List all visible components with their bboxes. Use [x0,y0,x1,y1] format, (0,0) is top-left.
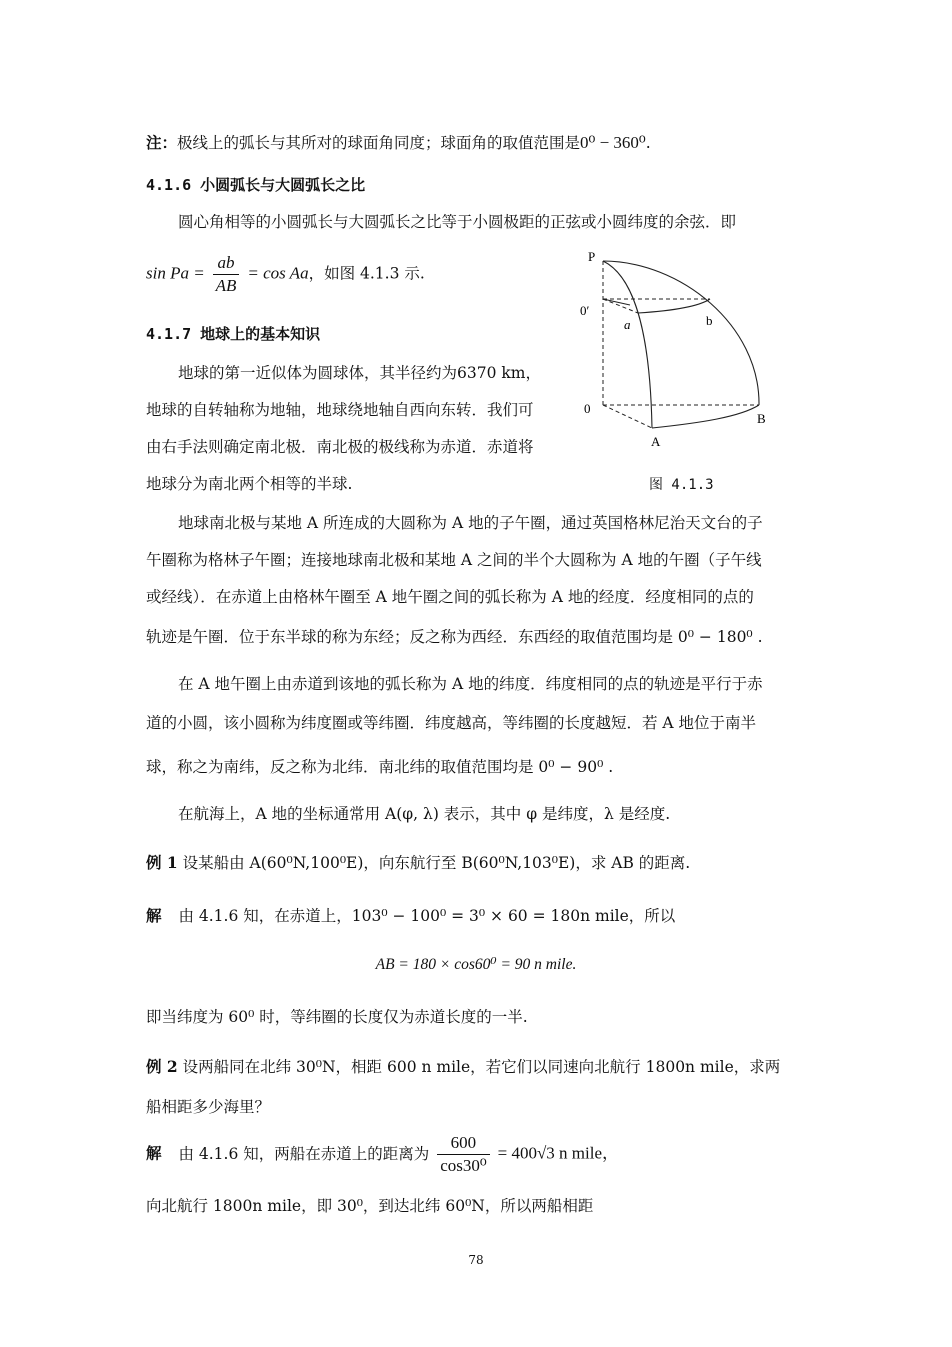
example2-solution-post: = 400√3 n mile， [497,1143,619,1163]
example2-fraction [437,1132,489,1177]
example1-equation: AB = 180 × cos60⁰ = 90 n mile. [375,956,577,973]
example2-line2: 船相距多少海里？ [146,1098,271,1116]
label-a: a [624,317,631,332]
para2-line4: 轨迹是午圈．位于东半球的称为东经；反之称为西经．东西经的取值范围均是 0⁰ − 180⁰ . [146,628,763,646]
example1-solution-label: 解 [146,906,162,925]
label-A: A [651,434,661,449]
formula-tail: ，如图 4.1.3 示. [308,264,425,283]
example2-solution-label: 解 [146,1143,162,1163]
formula-lhs: sin Pa = [146,263,205,283]
example2-solution-line [146,1132,619,1177]
example2-line1 [146,1056,780,1078]
example2-solution-pre: 由 4.1.6 知，两船在赤道上的距离为 [178,1144,430,1163]
para3-line1: 在 A 地午圈上由赤道到该地的弧长称为 A 地的纬度．纬度相同的点的轨迹是平行于赤 [178,675,763,693]
example2-last-line: 向北航行 1800n mile，即 30⁰，到达北纬 60⁰N，所以两船相距 [146,1197,594,1215]
para4-line1: 在航海上，A 地的坐标通常用 A(φ, λ) 表示，其中 φ 是纬度，λ 是经度. [178,805,671,823]
para2-line1: 地球南北极与某地 A 所连成的大圆称为 A 地的子午圈，通过英国格林尼治天文台的子 [178,514,763,532]
formula-line [146,252,425,297]
para3-line2: 道的小圆，该小圆称为纬度圈或等纬圈．纬度越高，等纬圈的长度越短．若 A 地位于南半 [146,714,757,732]
formula-fraction [213,252,240,297]
para3-line3: 球，称之为南纬，反之称为北纬．南北纬的取值范围均是 0⁰ − 90⁰ . [146,758,614,776]
para1-line3: 由右手法则确定南北极．南北极的极线称为赤道．赤道将 [146,438,534,456]
example2-numerator: 600 [437,1132,489,1155]
section-4-1-6-title: 4.1.6 小圆弧长与大圆弧长之比 [146,176,366,194]
note-label: 注： [146,133,178,152]
example1-conclusion: 即当纬度为 60⁰ 时，等纬圈的长度仅为赤道长度的一半. [146,1008,528,1026]
para1-line2: 地球的自转轴称为地轴，地球绕地轴自西向东转．我们可 [146,401,534,419]
label-B: B [757,411,766,426]
figure-caption: 图 4.1.3 [649,477,714,493]
note-text: 极线上的弧长与其所对的球面角同度；球面角的取值范围是 [177,134,581,152]
note-end: . [645,134,651,152]
figure-4-1-3 [570,245,785,500]
para1-line4: 地球分为南北两个相等的半球. [146,475,353,493]
label-O: 0 [584,401,591,416]
para2-line3: 或经线）．在赤道上由格林午圈至 A 地午圈之间的弧长称为 A 地的经度．经度相同的点的 [146,588,754,606]
example2-label: 例 2 [146,1057,178,1076]
label-b: b [706,313,713,328]
label-P: P [588,249,596,264]
label-O-prime: 0′ [580,303,590,318]
formula-rhs: = cos Aa [247,263,309,283]
example1-line [146,852,690,874]
note-line [146,132,651,154]
example1-solution-text: 由 4.1.6 知，在赤道上，103⁰ − 100⁰ = 3⁰ × 60 = 180n mile，所以 [178,907,676,925]
example2-text-line1: 设两船同在北纬 30⁰N，相距 600 n mile，若它们以同速向北航行 1800n mile，求两 [182,1058,781,1076]
section-4-1-6-paragraph: 圆心角相等的小圆弧长与大圆弧长之比等于小圆极距的正弦或小圆纬度的余弦．即 [178,213,737,231]
note-range: 0⁰ − 360⁰ [580,133,646,152]
para1-line1: 地球的第一近似体为圆球体，其半径约为6370 km， [178,364,541,382]
formula-numerator: ab [213,252,240,275]
example1-solution-line [146,905,675,927]
page-number: 78 [468,1253,484,1267]
para2-line2: 午圈称为格林子午圈；连接地球南北极和某地 A 之间的半个大圆称为 A 地的午圈（子午线 [146,551,762,569]
example1-text: 设某船由 A(60⁰N,100⁰E)，向东航行至 B(60⁰N,103⁰E)，求 AB 的距离. [182,854,691,872]
section-4-1-7-title: 4.1.7 地球上的基本知识 [146,325,321,343]
example1-label: 例 1 [146,853,178,872]
example2-denominator: cos30⁰ [440,1156,487,1175]
formula-denominator: AB [215,276,237,295]
